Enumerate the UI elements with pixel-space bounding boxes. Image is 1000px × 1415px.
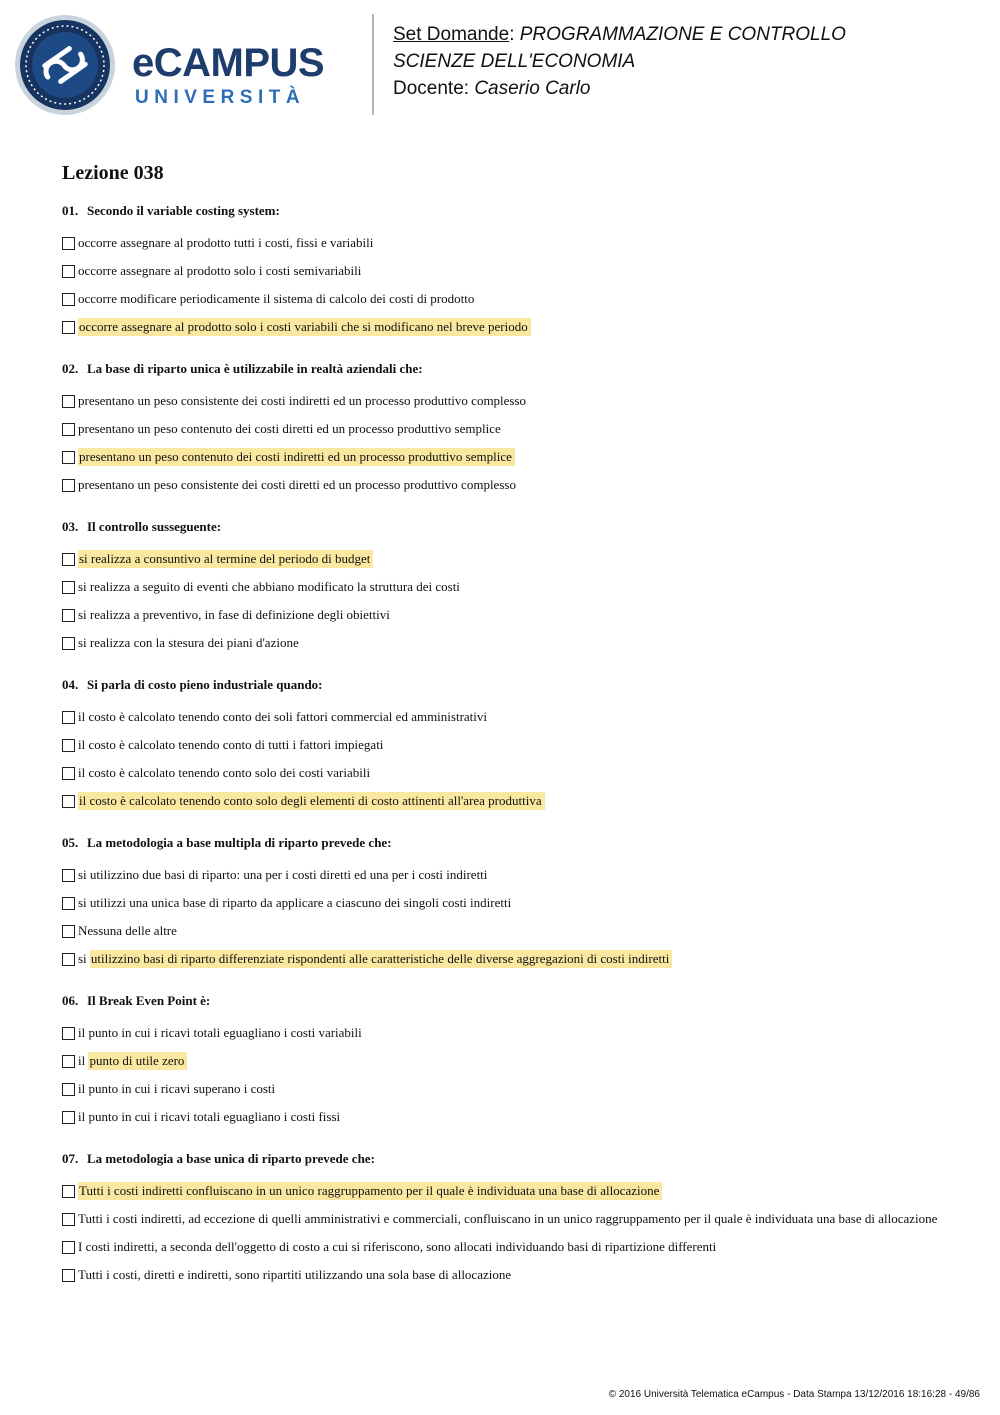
- answer-text-highlighted: occorre assegnare al prodotto solo i costi variabili che si modificano nel breve periodo: [78, 318, 531, 336]
- answer-option[interactable]: [62, 313, 962, 341]
- brand-subtitle: UNIVERSITÀ: [135, 87, 306, 108]
- answer-option[interactable]: [62, 759, 962, 787]
- answer-text-highlighted: il costo è calcolato tenendo conto solo degli elementi di costo attinenti all'area produttiva: [78, 792, 545, 810]
- question-item: [62, 676, 962, 815]
- answer-option[interactable]: [62, 945, 962, 973]
- checkbox-icon[interactable]: [62, 1055, 75, 1068]
- teacher-name: Caserio Carlo: [474, 78, 591, 99]
- answer-option[interactable]: [62, 1233, 962, 1261]
- question-number: 05.: [62, 835, 79, 850]
- answer-option[interactable]: [62, 229, 962, 257]
- course-line-1: [393, 21, 953, 48]
- checkbox-icon[interactable]: [62, 553, 75, 566]
- question-number: 04.: [62, 677, 79, 692]
- question-heading: [62, 360, 962, 377]
- page-footer: © 2016 Università Telematica eCampus - Data Stampa 13/12/2016 18:16:28 - 49/86: [608, 1389, 980, 1400]
- answer-text-highlighted: utilizzino basi di riparto differenziate rispondenti alle caratteristiche delle diverse aggregazioni di costi indiretti: [90, 950, 672, 968]
- answer-text: il costo è calcolato tenendo conto dei soli fattori commercial ed amministrativi: [78, 709, 488, 724]
- question-item: [62, 202, 962, 341]
- checkbox-icon[interactable]: [62, 479, 75, 492]
- checkbox-icon[interactable]: [62, 395, 75, 408]
- answer-option[interactable]: [62, 1075, 962, 1103]
- checkbox-icon[interactable]: [62, 953, 75, 966]
- question-number: 02.: [62, 361, 79, 376]
- brand-name: eCAMPUS: [132, 41, 325, 85]
- answer-text: si realizza con la stesura dei piani d'azione: [78, 635, 299, 650]
- question-text: Si parla di costo pieno industriale quando:: [87, 677, 323, 692]
- answer-option[interactable]: [62, 545, 962, 573]
- answer-text: si utilizzi una unica base di riparto da applicare a ciascuno dei singoli costi indiretti: [78, 895, 512, 910]
- answer-text: il costo è calcolato tenendo conto di tutti i fattori impiegati: [78, 737, 384, 752]
- answer-option[interactable]: [62, 1019, 962, 1047]
- answer-option[interactable]: [62, 415, 962, 443]
- checkbox-icon[interactable]: [62, 293, 75, 306]
- question-heading: [62, 834, 962, 851]
- checkbox-icon[interactable]: [62, 925, 75, 938]
- answer-option[interactable]: [62, 1177, 962, 1205]
- question-heading: [62, 992, 962, 1009]
- page-header: [0, 0, 1000, 130]
- checkbox-icon[interactable]: [62, 739, 75, 752]
- checkbox-icon[interactable]: [62, 423, 75, 436]
- question-heading: [62, 202, 962, 219]
- checkbox-icon[interactable]: [62, 767, 75, 780]
- question-heading: [62, 518, 962, 535]
- answer-text: presentano un peso contenuto dei costi diretti ed un processo produttivo semplice: [78, 421, 501, 436]
- answer-text: occorre modificare periodicamente il sistema di calcolo dei costi di prodotto: [78, 291, 475, 306]
- answer-text: il punto in cui i ricavi superano i costi: [78, 1081, 276, 1096]
- answer-option[interactable]: [62, 703, 962, 731]
- answer-option[interactable]: [62, 471, 962, 499]
- checkbox-icon[interactable]: [62, 1213, 75, 1226]
- checkbox-icon[interactable]: [62, 897, 75, 910]
- set-label: Set Domande: [393, 24, 510, 45]
- answer-option[interactable]: [62, 573, 962, 601]
- question-number: 01.: [62, 203, 79, 218]
- answer-text: Nessuna delle altre: [78, 923, 177, 938]
- brand-logo: [132, 40, 357, 112]
- answer-text-highlighted: Tutti i costi indiretti confluiscano in un unico raggruppamento per il quale è individuata una base di allocazione: [78, 1182, 662, 1200]
- checkbox-icon[interactable]: [62, 609, 75, 622]
- checkbox-icon[interactable]: [62, 711, 75, 724]
- answer-option[interactable]: [62, 1047, 962, 1075]
- answer-option[interactable]: [62, 387, 962, 415]
- answer-text-prefix: il: [78, 1053, 89, 1068]
- answer-text: occorre assegnare al prodotto tutti i costi, fissi e variabili: [78, 235, 374, 250]
- checkbox-icon[interactable]: [62, 637, 75, 650]
- teacher-line: [393, 75, 953, 102]
- question-text: La metodologia a base unica di riparto prevede che:: [87, 1151, 375, 1166]
- lesson-title: Lezione 038: [62, 162, 164, 184]
- answer-option[interactable]: [62, 601, 962, 629]
- checkbox-icon[interactable]: [62, 1111, 75, 1124]
- answer-text: Tutti i costi indiretti, ad eccezione di quelli amministrativi e commerciali, confluiscano in un unico raggruppamento per il quale è individuata una base di allocazione: [78, 1211, 938, 1226]
- answer-option[interactable]: [62, 1205, 962, 1233]
- question-number: 06.: [62, 993, 79, 1008]
- checkbox-icon[interactable]: [62, 265, 75, 278]
- answer-text: si utilizzino due basi di riparto: una per i costi diretti ed una per i costi indiretti: [78, 867, 488, 882]
- answer-option[interactable]: [62, 285, 962, 313]
- checkbox-icon[interactable]: [62, 1185, 75, 1198]
- question-text: La base di riparto unica è utilizzabile in realtà aziendali che:: [87, 361, 423, 376]
- answer-text-highlighted: presentano un peso contenuto dei costi indiretti ed un processo produttivo semplice: [78, 448, 515, 466]
- header-divider: [372, 14, 374, 115]
- ecampus-emblem-icon: [14, 14, 116, 116]
- answer-option[interactable]: [62, 257, 962, 285]
- question-text: La metodologia a base multipla di riparto prevede che:: [87, 835, 392, 850]
- course-info: [393, 21, 953, 102]
- answer-text: occorre assegnare al prodotto solo i costi semivariabili: [78, 263, 362, 278]
- answer-option[interactable]: [62, 1261, 962, 1289]
- checkbox-icon[interactable]: [62, 321, 75, 334]
- checkbox-icon[interactable]: [62, 1083, 75, 1096]
- checkbox-icon[interactable]: [62, 1241, 75, 1254]
- course-line-2: [393, 48, 953, 75]
- answer-option[interactable]: [62, 629, 962, 657]
- answer-text-highlighted: punto di utile zero: [88, 1052, 187, 1070]
- answer-option[interactable]: [62, 731, 962, 759]
- question-number: 07.: [62, 1151, 79, 1166]
- answer-option[interactable]: [62, 861, 962, 889]
- answer-option[interactable]: [62, 443, 962, 471]
- answer-text: il punto in cui i ricavi totali eguagliano i costi variabili: [78, 1025, 362, 1040]
- answer-option[interactable]: [62, 1103, 962, 1131]
- question-text: Secondo il variable costing system:: [87, 203, 280, 218]
- question-item: [62, 360, 962, 499]
- question-item: [62, 1150, 962, 1289]
- set-separator: :: [509, 24, 520, 45]
- answer-text: I costi indiretti, a seconda dell'oggetto di costo a cui si riferiscono, sono allocati individuando basi di ripartizione differenti: [78, 1239, 717, 1254]
- question-heading: [62, 676, 962, 693]
- checkbox-icon[interactable]: [62, 869, 75, 882]
- answer-option[interactable]: [62, 787, 962, 815]
- answer-option[interactable]: [62, 917, 962, 945]
- question-item: [62, 518, 962, 657]
- checkbox-icon[interactable]: [62, 1269, 75, 1282]
- answer-text-prefix: si: [78, 951, 90, 966]
- answer-text: si realizza a preventivo, in fase di definizione degli obiettivi: [78, 607, 390, 622]
- checkbox-icon[interactable]: [62, 237, 75, 250]
- question-text: Il controllo susseguente:: [87, 519, 222, 534]
- answer-text: presentano un peso consistente dei costi diretti ed un processo produttivo complesso: [78, 477, 516, 492]
- question-heading: [62, 1150, 962, 1167]
- answer-text: Tutti i costi, diretti e indiretti, sono ripartiti utilizzando una sola base di allocazione: [78, 1267, 512, 1282]
- answer-text: si realizza a seguito di eventi che abbiano modificato la struttura dei costi: [78, 579, 460, 594]
- question-item: [62, 834, 962, 973]
- question-item: [62, 992, 962, 1131]
- question-number: 03.: [62, 519, 79, 534]
- answer-text: il costo è calcolato tenendo conto solo dei costi variabili: [78, 765, 371, 780]
- checkbox-icon[interactable]: [62, 795, 75, 808]
- answer-text: il punto in cui i ricavi totali eguagliano i costi fissi: [78, 1109, 341, 1124]
- course-title: PROGRAMMAZIONE E CONTROLLO: [519, 24, 846, 45]
- question-text: Il Break Even Point è:: [87, 993, 211, 1008]
- answer-text-highlighted: si realizza a consuntivo al termine del periodo di budget: [78, 550, 373, 568]
- checkbox-icon[interactable]: [62, 1027, 75, 1040]
- answer-option[interactable]: [62, 889, 962, 917]
- answer-text: presentano un peso consistente dei costi indiretti ed un processo produttivo complesso: [78, 393, 527, 408]
- course-faculty: SCIENZE DELL'ECONOMIA: [393, 51, 636, 72]
- checkbox-icon[interactable]: [62, 581, 75, 594]
- question-list: [62, 202, 962, 1308]
- teacher-label: Docente:: [393, 78, 475, 99]
- checkbox-icon[interactable]: [62, 451, 75, 464]
